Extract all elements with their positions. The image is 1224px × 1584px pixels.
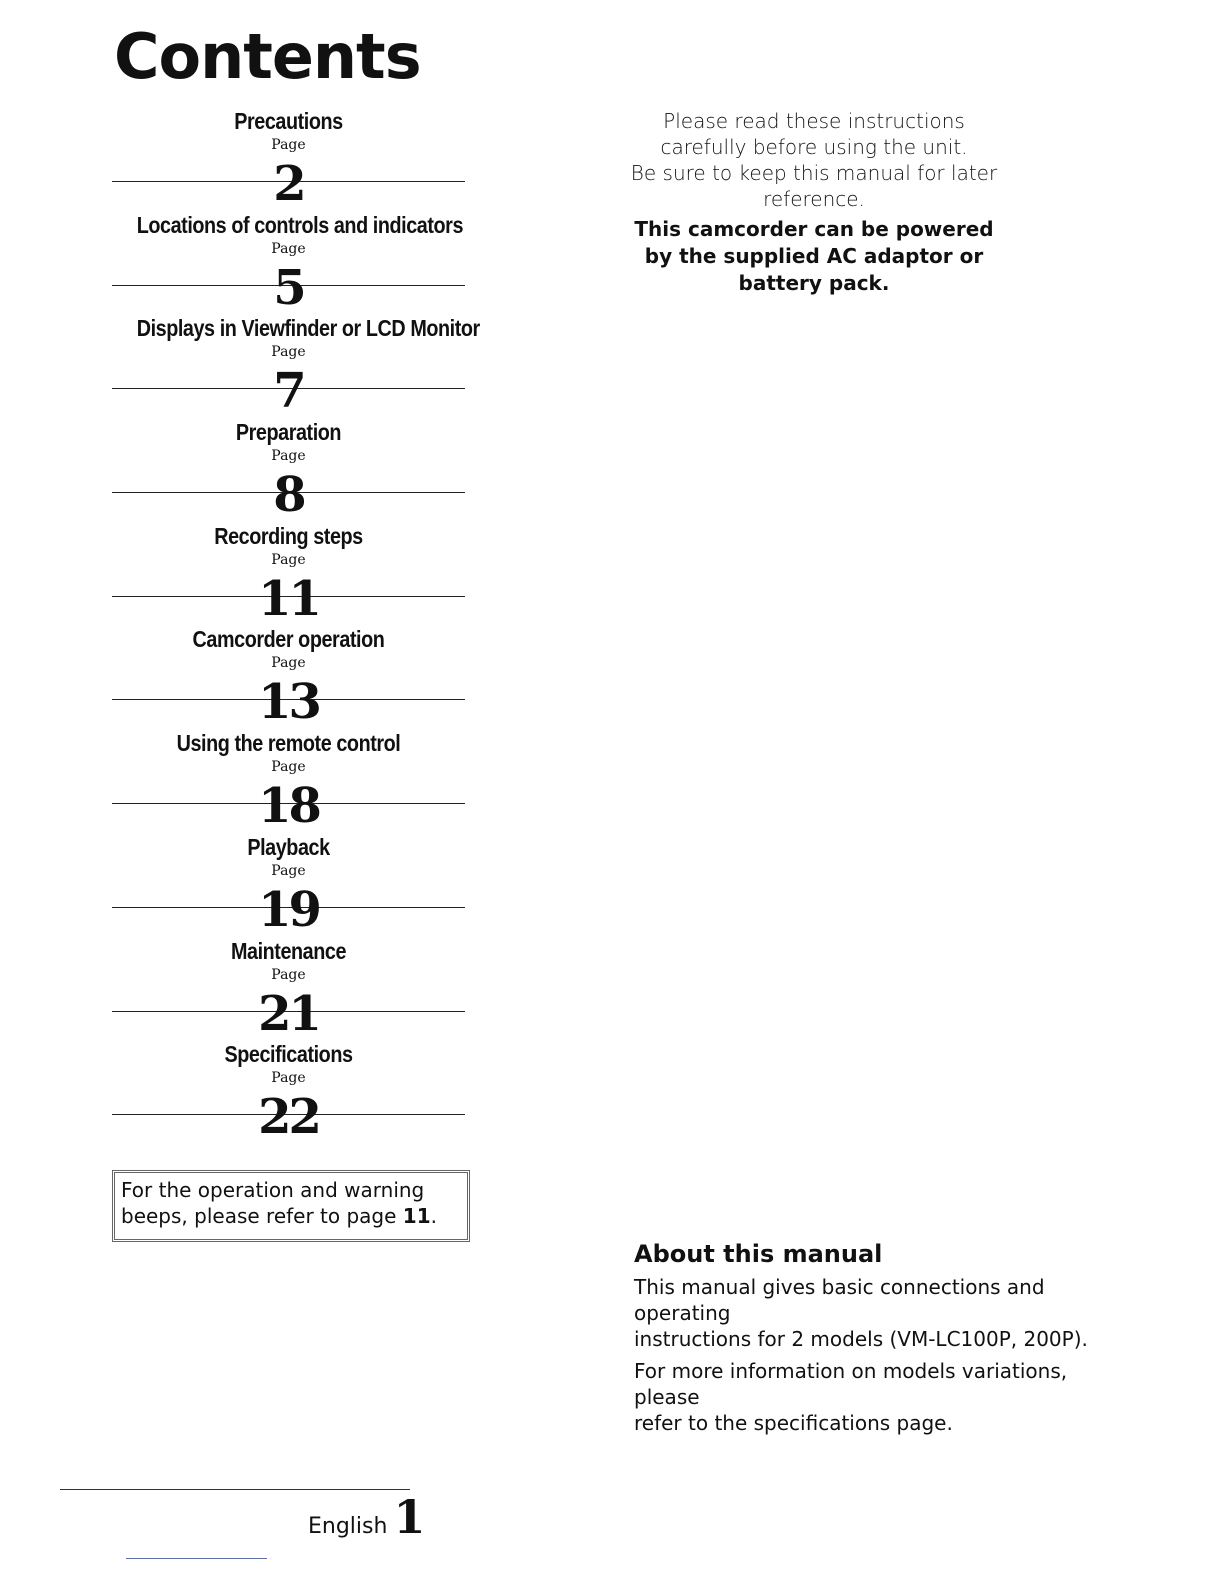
toc-entry-maintenance[interactable]: [112, 936, 465, 1040]
toc-heading: Camcorder operation: [192, 626, 385, 653]
power-notice-line: by the supplied AC adaptor or: [644, 244, 984, 268]
footer-page-number: 1: [393, 1490, 426, 1544]
page-title: Contents: [114, 20, 421, 93]
about-line: refer to the specifications page.: [634, 1411, 953, 1435]
note-line-2: [121, 1203, 461, 1229]
about-paragraph-2: [634, 1358, 1114, 1436]
intro-line: reference.: [763, 187, 865, 211]
toc-heading: Maintenance: [230, 937, 347, 964]
toc-page-number: 18: [258, 778, 319, 835]
page-label: Page: [271, 551, 306, 568]
note-line-1: For the operation and warning: [121, 1178, 425, 1202]
note-punct: .: [430, 1204, 437, 1228]
toc-page-number: 21: [258, 985, 319, 1042]
toc-entry-recording-steps[interactable]: [112, 521, 465, 625]
toc-heading: Using the remote control: [176, 730, 401, 757]
footer-language: English: [308, 1514, 388, 1539]
toc-entry-camcorder-operation[interactable]: [112, 624, 465, 731]
about-line: instructions for 2 models (VM-LC100P, 200P).: [634, 1327, 1088, 1351]
intro-line: Please read these instructions: [663, 109, 965, 133]
note-page-ref: 11: [402, 1204, 431, 1228]
page-label: Page: [271, 862, 306, 879]
page-label: Page: [271, 759, 306, 776]
intro-text: [630, 108, 998, 297]
footer-link-underline: [126, 1558, 267, 1559]
toc-page-number: 22: [258, 1089, 319, 1146]
toc-page-number: 7: [273, 363, 304, 420]
toc-entry-displays[interactable]: [112, 313, 480, 420]
page-label: Page: [271, 448, 306, 465]
page-label: Page: [271, 344, 306, 361]
note-text: beeps, please refer to page: [121, 1204, 403, 1228]
toc-entry-precautions[interactable]: [112, 106, 465, 210]
about-heading: About this manual: [634, 1240, 883, 1268]
about-line: For more information on models variations, please: [634, 1359, 1068, 1409]
intro-line: Be sure to keep this manual for later: [630, 161, 998, 185]
about-this-manual: [634, 1240, 1114, 1442]
toc-entry-preparation[interactable]: [112, 417, 465, 524]
page-label: Page: [271, 1070, 306, 1087]
toc-heading: Precautions: [234, 108, 343, 134]
toc-page-number: 2: [273, 156, 304, 212]
about-line: This manual gives basic connections and operating: [634, 1275, 1045, 1325]
toc-page-number: 5: [273, 259, 304, 316]
page-label: Page: [271, 966, 306, 983]
table-of-contents: [112, 106, 480, 1146]
toc-page-number: 8: [273, 467, 304, 524]
toc-heading: Displays in Viewfinder or LCD Monitor: [136, 315, 480, 342]
page-footer: [308, 1490, 425, 1544]
toc-entry-playback[interactable]: [112, 832, 465, 936]
toc-heading: Specifications: [224, 1041, 353, 1068]
toc-entry-remote-control[interactable]: [112, 728, 465, 835]
warning-beeps-note: [112, 1170, 470, 1242]
intro-line: carefully before using the unit.: [660, 135, 968, 159]
power-notice-line: This camcorder can be powered: [634, 217, 994, 241]
page-label: Page: [271, 655, 306, 672]
about-paragraph-1: [634, 1274, 1114, 1352]
toc-page-number: 13: [258, 674, 319, 731]
toc-heading: Preparation: [235, 419, 342, 446]
toc-entry-specifications[interactable]: [112, 1039, 465, 1146]
toc-entry-locations[interactable]: [112, 210, 465, 314]
toc-page-number: 19: [258, 881, 319, 938]
toc-page-number: 11: [258, 570, 319, 627]
toc-heading: Recording steps: [214, 522, 363, 549]
page-label: Page: [271, 137, 306, 153]
power-notice-line: battery pack.: [738, 271, 890, 295]
toc-heading: Playback: [247, 833, 330, 860]
toc-heading: Locations of controls and indicators: [136, 211, 464, 238]
page-label: Page: [271, 240, 306, 257]
